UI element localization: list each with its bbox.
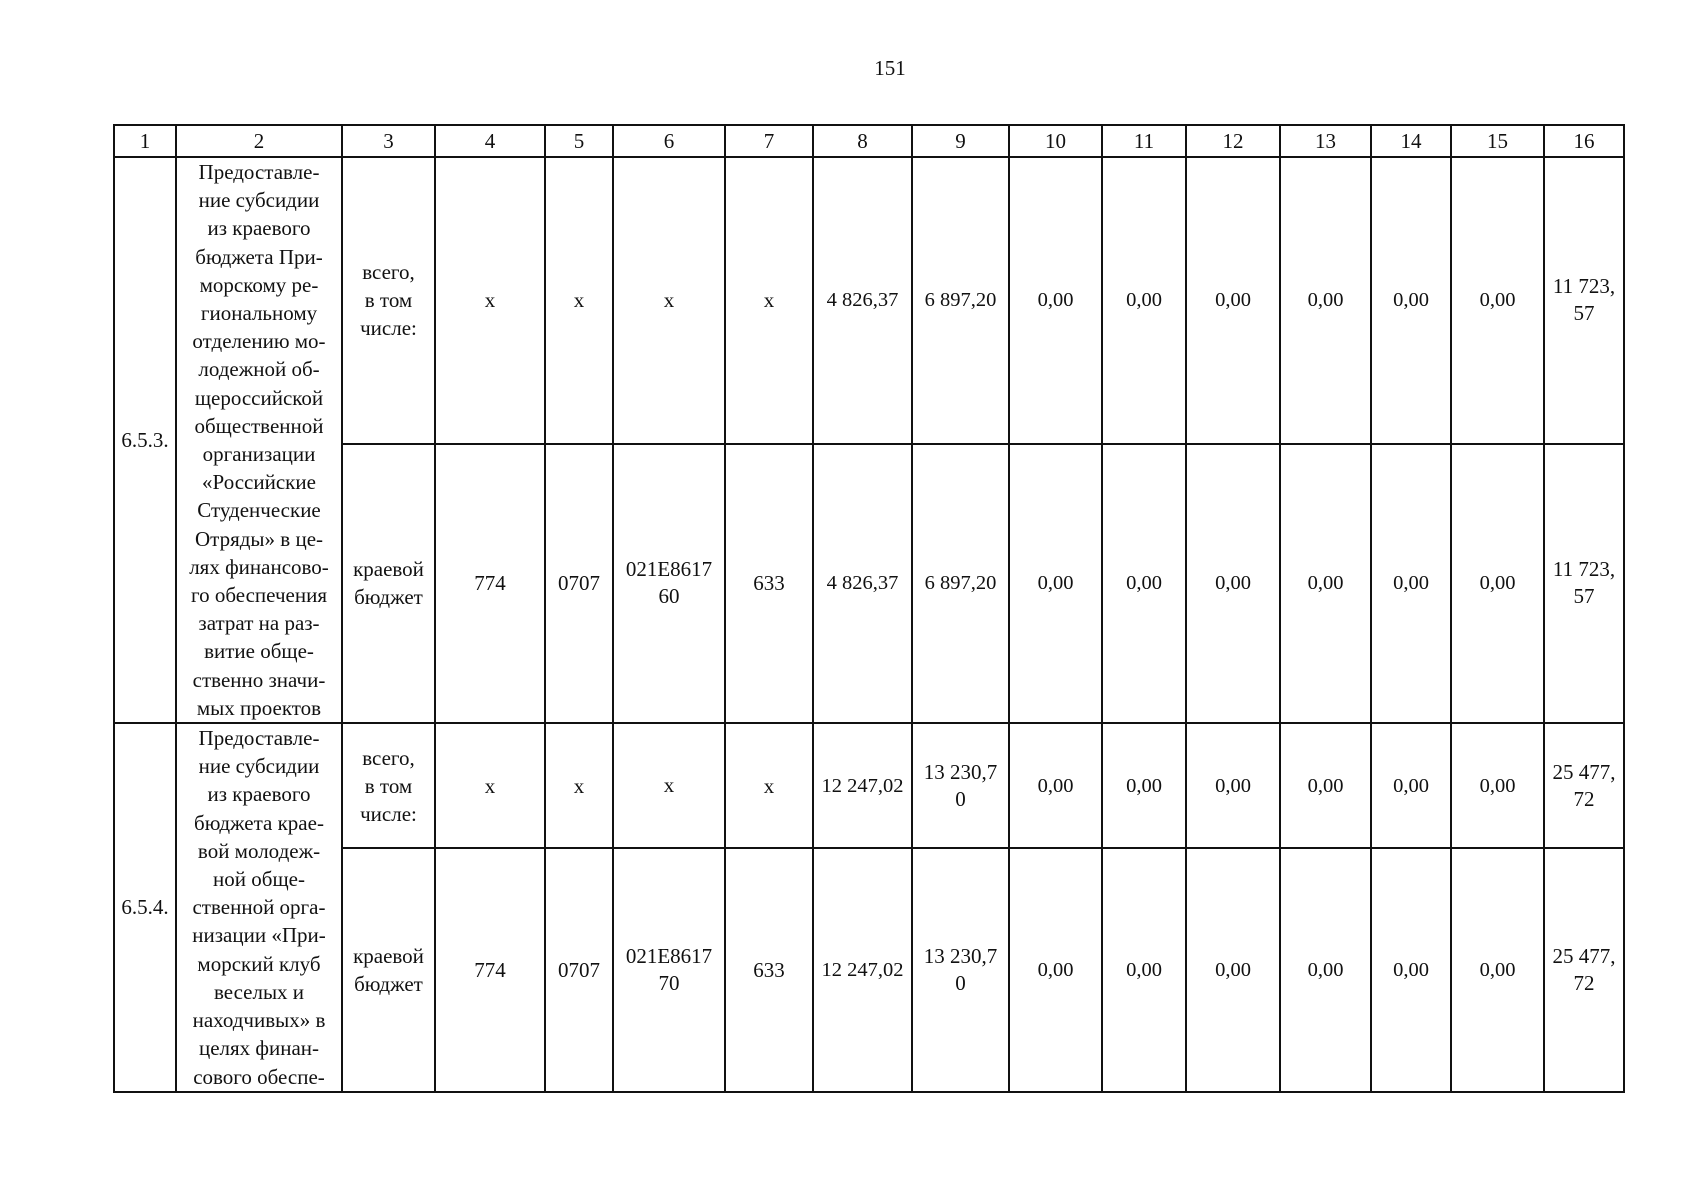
cell-c6-line: 60 [658, 584, 680, 609]
cell-c15: 0,00 [1451, 157, 1544, 444]
funding-source [342, 444, 435, 724]
cell-c12: 0,00 [1186, 157, 1280, 444]
cell-c13: 0,00 [1280, 723, 1371, 848]
item-name-line: веселых и [213, 979, 305, 1004]
funding-source-line: в том [364, 773, 413, 798]
cell-c6 [613, 723, 725, 848]
funding-source [342, 848, 435, 1092]
item-name-line: мых проектов [196, 695, 322, 720]
column-header: 7 [725, 125, 813, 157]
item-name-line: Предоставле- [198, 726, 320, 751]
column-header: 11 [1102, 125, 1186, 157]
item-name-line: гиональному [200, 301, 318, 326]
item-name-line: витие обще- [204, 639, 314, 664]
cell-c11: 0,00 [1102, 723, 1186, 848]
cell-c16 [1544, 723, 1624, 848]
item-name-line: морский клуб [197, 951, 321, 976]
item-name-line: бюджета При- [195, 244, 323, 269]
cell-c14: 0,00 [1371, 723, 1451, 848]
cell-c11: 0,00 [1102, 848, 1186, 1092]
cell-c13: 0,00 [1280, 848, 1371, 1092]
column-header: 2 [176, 125, 342, 157]
item-name-line: Предоставле- [198, 160, 320, 184]
cell-c6 [613, 444, 725, 724]
cell-c16-line: 25 477, [1552, 943, 1616, 968]
cell-c4: 774 [435, 848, 545, 1092]
funding-source-line: бюджет [354, 585, 423, 610]
funding-source-line: всего, [362, 745, 415, 770]
cell-c10: 0,00 [1009, 723, 1102, 848]
item-name-line: го обеспечения [191, 583, 327, 608]
cell-c7: 633 [725, 444, 813, 724]
column-header: 3 [342, 125, 435, 157]
item-name-line: организации [202, 442, 316, 467]
funding-source-line: краевой [353, 557, 424, 582]
cell-c10: 0,00 [1009, 848, 1102, 1092]
column-header: 10 [1009, 125, 1102, 157]
cell-c10: 0,00 [1009, 157, 1102, 444]
item-name-line: ние субсидии [198, 188, 320, 213]
funding-source-line: числе: [360, 316, 417, 341]
funding-source [342, 723, 435, 848]
cell-c4: x [435, 157, 545, 444]
page-number: 151 [874, 56, 906, 80]
table-row [114, 157, 1624, 444]
cell-c12: 0,00 [1186, 444, 1280, 724]
cell-c9-line: 0 [955, 970, 966, 995]
cell-c9 [912, 848, 1009, 1092]
item-name-line: затрат на раз- [198, 611, 320, 636]
cell-c16-line: 25 477, [1552, 759, 1616, 784]
cell-c6 [613, 157, 725, 444]
cell-c14: 0,00 [1371, 444, 1451, 724]
item-name-line: находчивых» в [192, 1008, 326, 1033]
header-row [114, 125, 1624, 157]
column-header: 8 [813, 125, 912, 157]
item-name-line: лодежной об- [198, 357, 320, 382]
column-header: 16 [1544, 125, 1624, 157]
column-header: 14 [1371, 125, 1451, 157]
funding-source-line: в том [364, 288, 413, 313]
cell-c16-line: 57 [1573, 301, 1595, 326]
cell-c11: 0,00 [1102, 157, 1186, 444]
cell-c7: x [725, 157, 813, 444]
cell-c9-line: 13 230,7 [923, 759, 998, 784]
item-name-line: ной обще- [213, 867, 305, 892]
item-name-line: ственной орга- [192, 895, 326, 920]
item-name-line: из краевого [207, 782, 311, 807]
cell-c16-line: 72 [1573, 786, 1595, 811]
column-header: 15 [1451, 125, 1544, 157]
item-name-line: бюджета крае- [194, 810, 324, 835]
column-header: 9 [912, 125, 1009, 157]
column-header: 1 [114, 125, 176, 157]
cell-c16 [1544, 157, 1624, 444]
cell-c11: 0,00 [1102, 444, 1186, 724]
item-name [176, 723, 342, 1092]
cell-c9-line: 13 230,7 [923, 943, 998, 968]
cell-c7: 633 [725, 848, 813, 1092]
cell-c16-line: 57 [1573, 584, 1595, 609]
item-name-line: отделению мо- [192, 329, 326, 354]
cell-c8: 4 826,37 [813, 157, 912, 444]
cell-c10: 0,00 [1009, 444, 1102, 724]
funding-source-line: всего, [362, 260, 415, 285]
funding-source-line: бюджет [354, 971, 423, 996]
cell-c16-line: 11 723, [1552, 557, 1616, 582]
cell-c12: 0,00 [1186, 848, 1280, 1092]
cell-c9 [912, 157, 1009, 444]
cell-c5: x [545, 157, 613, 444]
column-header: 5 [545, 125, 613, 157]
item-name-line: из краевого [207, 216, 311, 241]
cell-c4: x [435, 723, 545, 848]
column-header: 6 [613, 125, 725, 157]
cell-c16 [1544, 444, 1624, 724]
cell-c5: 0707 [545, 444, 613, 724]
cell-c8: 12 247,02 [813, 848, 912, 1092]
item-name-line: сового обеспе- [193, 1064, 325, 1089]
item-name-line: щероссийской [194, 385, 324, 410]
cell-c9-line: 6 897,20 [924, 572, 997, 595]
item-name-line: лях финансово- [189, 554, 329, 579]
table-row [114, 723, 1624, 848]
cell-c5: x [545, 723, 613, 848]
cell-c9-line: 0 [955, 786, 966, 811]
item-name-line: целях финан- [198, 1036, 320, 1061]
cell-c16-line: 72 [1573, 970, 1595, 995]
item-name-line: морскому ре- [199, 272, 319, 297]
column-header: 13 [1280, 125, 1371, 157]
cell-c14: 0,00 [1371, 848, 1451, 1092]
cell-c6-line: 70 [658, 970, 680, 995]
item-name-line: Отряды» в це- [194, 526, 324, 551]
cell-c13: 0,00 [1280, 157, 1371, 444]
item-name-line: ние субсидии [198, 754, 320, 779]
cell-c8: 12 247,02 [813, 723, 912, 848]
cell-c5: 0707 [545, 848, 613, 1092]
funding-source-line: краевой [353, 943, 424, 968]
cell-c9-line: 6 897,20 [924, 289, 997, 312]
item-name-line: вой молодеж- [197, 838, 321, 863]
funding-source [342, 157, 435, 444]
cell-c9 [912, 444, 1009, 724]
cell-c9 [912, 723, 1009, 848]
cell-c6-line: x [663, 773, 675, 797]
item-name-line: низации «При- [192, 923, 326, 948]
cell-c13: 0,00 [1280, 444, 1371, 724]
column-header: 4 [435, 125, 545, 157]
cell-c15: 0,00 [1451, 848, 1544, 1092]
cell-c6-line: 021E8617 [625, 557, 713, 582]
item-code: 6.5.3. [114, 157, 176, 723]
item-name [176, 157, 342, 723]
cell-c6 [613, 848, 725, 1092]
item-name-line: Студенческие [197, 498, 321, 523]
cell-c8: 4 826,37 [813, 444, 912, 724]
budget-table [113, 124, 1625, 1093]
cell-c15: 0,00 [1451, 444, 1544, 724]
item-name-line: «Российские [202, 470, 316, 495]
cell-c6-line: 021E8617 [625, 943, 713, 968]
cell-c15: 0,00 [1451, 723, 1544, 848]
cell-c4: 774 [435, 444, 545, 724]
item-name-line: общественной [194, 413, 324, 438]
cell-c6-line: x [663, 287, 675, 312]
cell-c16-line: 11 723, [1552, 274, 1616, 299]
cell-c7: x [725, 723, 813, 848]
item-name-line: ственно значи- [192, 667, 326, 692]
cell-c16 [1544, 848, 1624, 1092]
cell-c12: 0,00 [1186, 723, 1280, 848]
funding-source-line: числе: [360, 801, 417, 826]
item-code: 6.5.4. [114, 723, 176, 1092]
column-header: 12 [1186, 125, 1280, 157]
cell-c14: 0,00 [1371, 157, 1451, 444]
